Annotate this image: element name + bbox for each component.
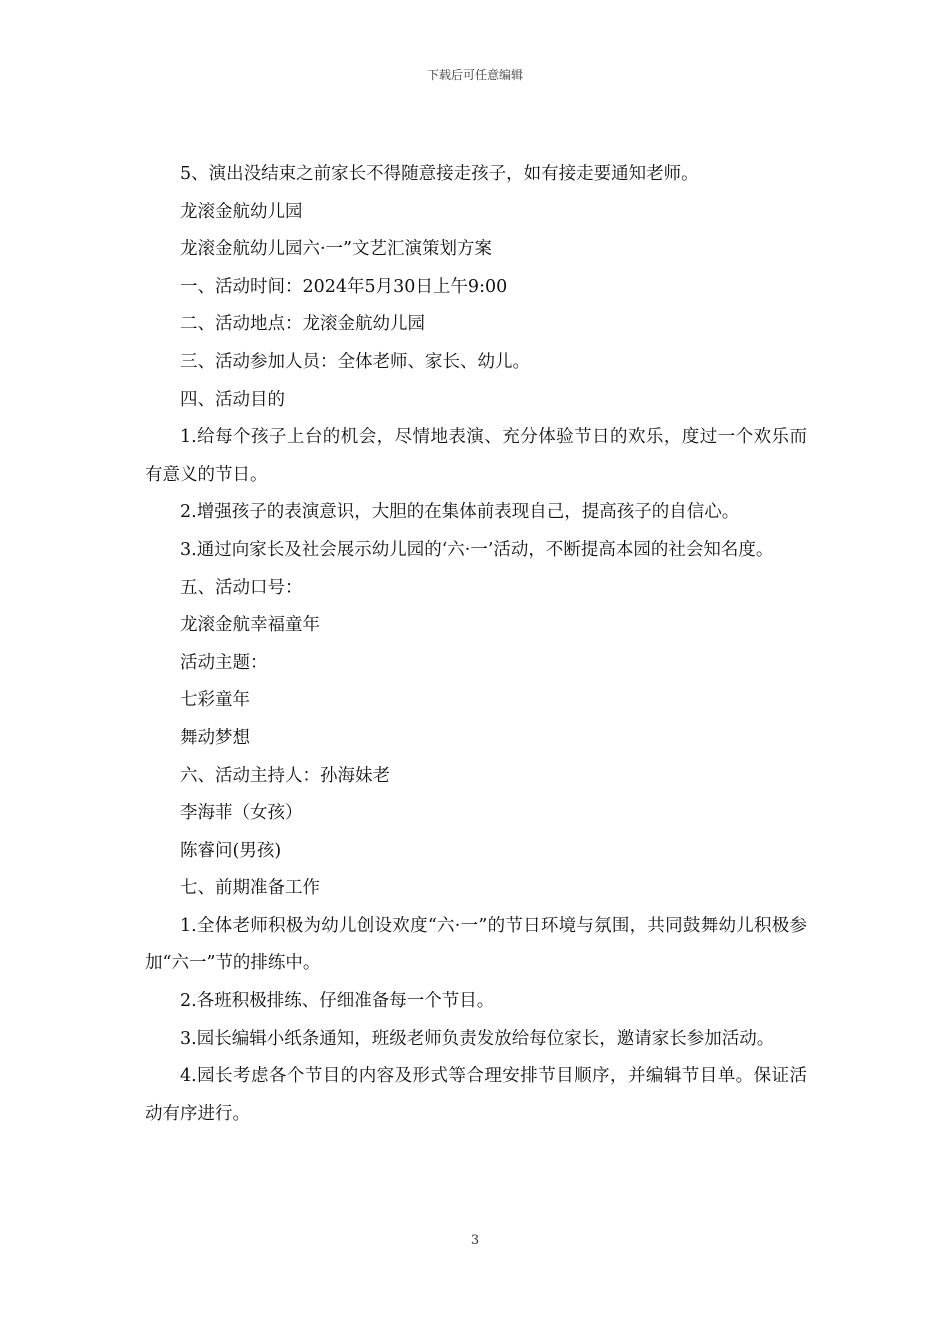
paragraph: 龙滚金航幼儿园 [180,201,303,222]
paragraph: 一、活动时间：2024年5月30日上午9:00 [180,276,508,297]
paragraph: 龙滚金航幸福童年 [180,615,320,636]
paragraph: 二、活动地点：龙滚金航幼儿园 [180,314,425,335]
section-heading: 五、活动口号： [180,577,303,598]
paragraph: 陈睿问(男孩) [180,840,282,861]
section-heading: 七、前期准备工作 [180,878,320,899]
page-number: 3 [470,1233,480,1248]
paragraph: 2.各班积极排练、仔细准备每一个节目。 [180,991,495,1012]
paragraph: 3.园长编辑小纸条通知，班级老师负责发放给每位家长，邀请家长参加活动。 [180,1028,775,1049]
paragraph: 1.全体老师积极为幼儿创设欢度“六·一”的节日环境与氛围，共同鼓舞幼儿积极参加“六一”节的排练中。 [145,915,807,974]
page-header: 下载后可任意编辑 [426,68,523,82]
paragraph: 李海菲（女孩） [180,803,303,824]
paragraph: 三、活动参加人员：全体老师、家长、幼儿。 [180,351,530,372]
paragraph: 2.增强孩子的表演意识，大胆的在集体前表现自己，提高孩子的自信心。 [180,502,740,523]
paragraph: 5、演出没结束之前家长不得随意接走孩子，如有接走要通知老师。 [180,164,699,184]
paragraph: 4.园长考虑各个节目的内容及形式等合理安排节目顺序，并编辑节目单。保证活动有序进行。 [145,1066,807,1124]
paragraph: 3.通过向家长及社会展示幼儿园的‘六·一’活动，不断提高本园的社会知名度。 [180,539,774,560]
paragraph: 舞动梦想 [180,727,250,748]
section-heading: 四、活动目的 [180,389,285,410]
section-heading: 六、活动主持人：孙海妹老 [180,765,390,786]
document-body [145,156,807,1133]
paragraph: 七彩童年 [180,690,250,711]
paragraph: 1.给每个孩子上台的机会，尽情地表演、充分体验节日的欢乐，度过一个欢乐而有意义的节日。 [145,427,807,485]
paragraph: 活动主题： [180,652,268,673]
document-title: 龙滚金航幼儿园六·一”文艺汇演策划方案 [180,239,493,260]
